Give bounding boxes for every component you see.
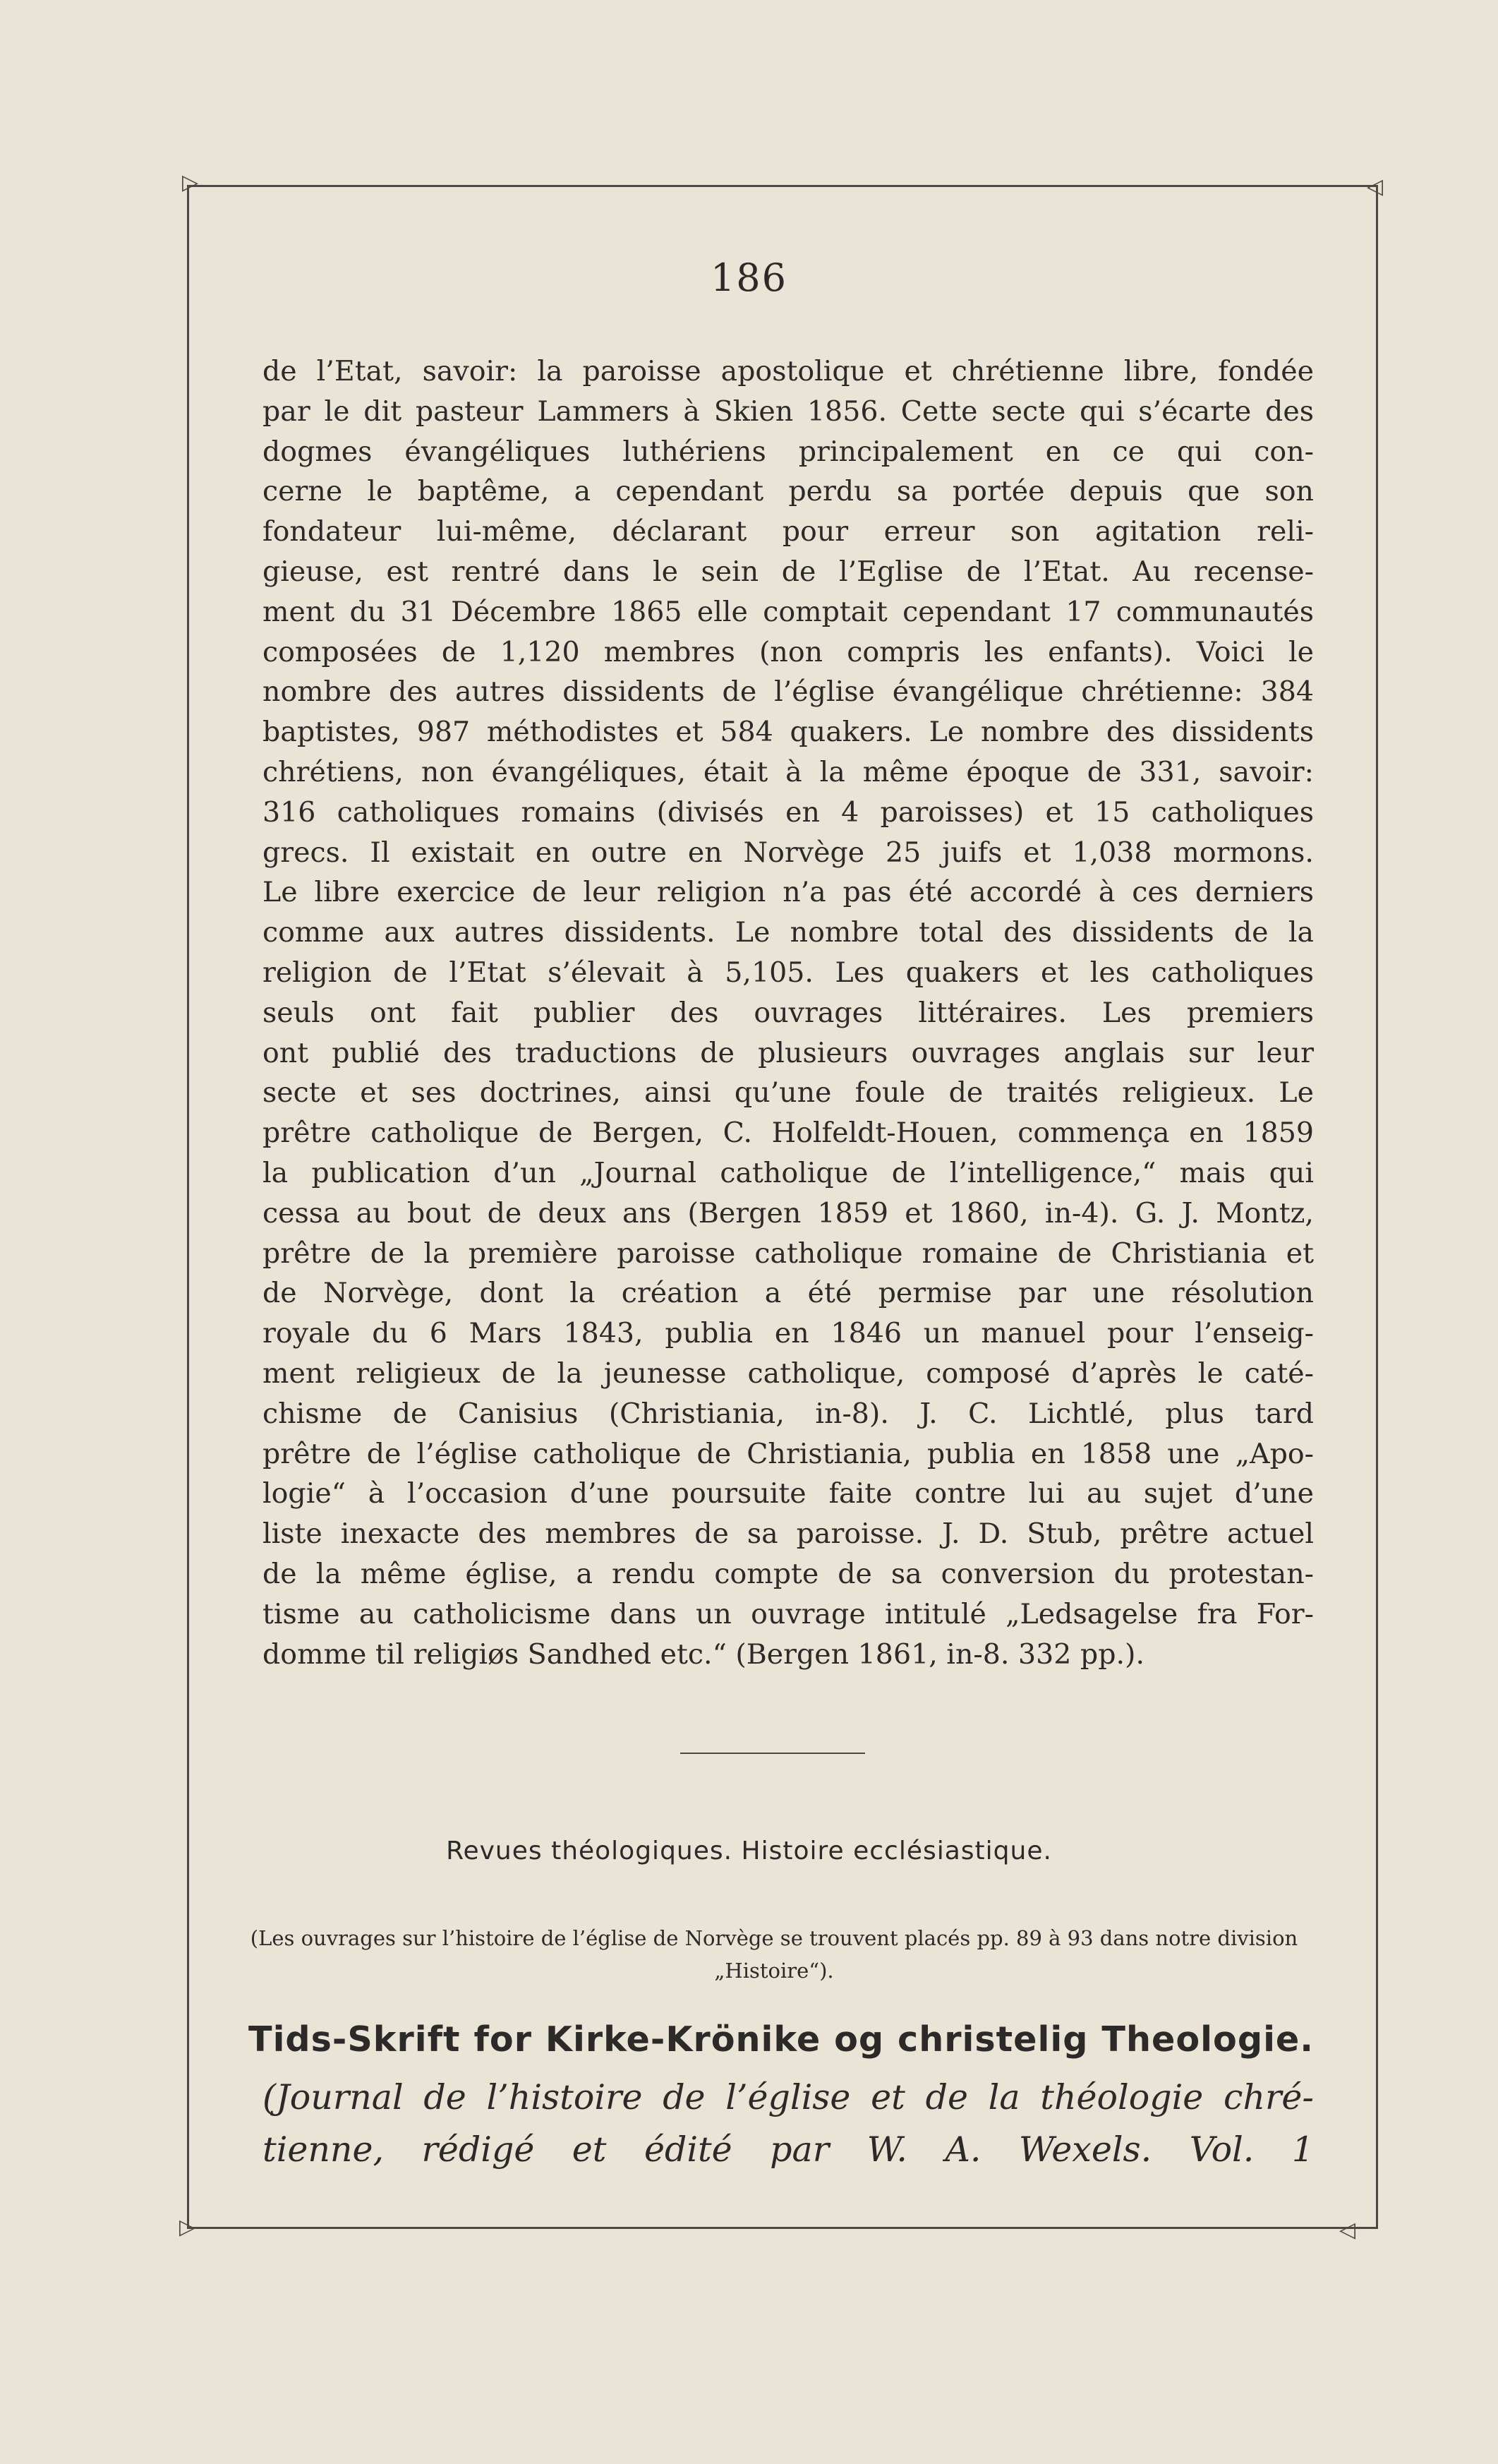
journal-title: Tids-Skrift for Kirke-Krönike og christelig Theologie. xyxy=(248,2019,1314,2060)
corner-ornament-top-right: ◁ xyxy=(1367,174,1384,199)
body-line: seuls ont fait publier des ouvrages littéraires. Les premiers xyxy=(262,996,1314,1029)
body-line: dogmes évangéliques luthériens principalement en ce qui con- xyxy=(262,435,1314,468)
journal-subtitle xyxy=(262,2072,1314,2176)
journal-subtitle-line: tienne, rédigé et édité par W. A. Wexels. Vol. 1 xyxy=(262,2129,1314,2170)
body-line: prêtre catholique de Bergen, C. Holfeldt-Houen, commença en 1859 xyxy=(262,1117,1314,1150)
body-line: cessa au bout de deux ans (Bergen 1859 et 1860, in-4). G. J. Montz, xyxy=(262,1196,1314,1230)
section-heading: Revues théologiques. Histoire ecclésiastique. xyxy=(446,1837,1052,1865)
corner-ornament-bottom-right: ◁ xyxy=(1339,2218,1356,2242)
body-line: cerne le baptême, a cependant perdu sa portée depuis que son xyxy=(262,475,1314,508)
body-line: liste inexacte des membres de sa paroisse. J. D. Stub, prêtre actuel xyxy=(262,1518,1314,1551)
body-line: de l’Etat, savoir: la paroisse apostolique et chrétienne libre, fondée xyxy=(262,355,1314,387)
body-line: grecs. Il existait en outre en Norvège 25 juifs et 1,038 mormons. xyxy=(262,836,1314,869)
cross-reference-note: (Les ouvrages sur l’histoire de l’église de Norvège se trouvent placés pp. 89 à 93 dans notre division „Histoire“). xyxy=(250,1926,1298,1983)
body-line: logie“ à l’occasion d’une poursuite faite contre lui au sujet d’une xyxy=(262,1477,1314,1510)
body-line: par le dit pasteur Lammers à Skien 1856. Cette secte qui s’écarte des xyxy=(262,395,1314,428)
body-line: secte et ses doctrines, ainsi qu’une foule de traités religieux. Le xyxy=(262,1076,1314,1110)
body-line: 316 catholiques romains (divisés en 4 paroisses) et 15 catholiques xyxy=(262,795,1314,829)
body-line: de la même église, a rendu compte de sa conversion du protestan- xyxy=(262,1557,1314,1590)
corner-ornament-bottom-left: ▷ xyxy=(179,2215,196,2240)
body-line: chrétiens, non évangéliques, était à la même époque de 331, savoir: xyxy=(262,755,1314,788)
body-line: de Norvège, dont la création a été permise par une résolution xyxy=(262,1277,1314,1310)
body-line: prêtre de la première paroisse catholique romaine de Christiania et xyxy=(262,1237,1314,1270)
body-line: gieuse, est rentré dans le sein de l’Eglise de l’Etat. Au recense- xyxy=(262,555,1314,588)
section-divider xyxy=(680,1753,865,1754)
body-line: baptistes, 987 méthodistes et 584 quakers. Le nombre des dissidents xyxy=(262,716,1314,749)
body-line: ont publié des traductions de plusieurs ouvrages anglais sur leur xyxy=(262,1036,1314,1069)
body-line: fondateur lui-même, déclarant pour erreur son agitation reli- xyxy=(262,515,1314,548)
body-line: royale du 6 Mars 1843, publia en 1846 un manuel pour l’enseig- xyxy=(262,1317,1314,1350)
body-line: nombre des autres dissidents de l’église évangélique chrétienne: 384 xyxy=(262,675,1314,709)
body-text xyxy=(262,351,1314,1674)
journal-subtitle-line: (Journal de l’histoire de l’église et de la théologie chré- xyxy=(262,2077,1314,2117)
body-line: la publication d’un „Journal catholique de l’intelligence,“ mais qui xyxy=(262,1156,1314,1189)
corner-ornament-top-left: ▷ xyxy=(182,170,199,195)
page-number: 186 xyxy=(710,256,788,300)
body-line: domme til religiøs Sandhed etc.“ (Bergen 1861, in-8. 332 pp.). xyxy=(262,1637,1145,1671)
body-line: prêtre de l’église catholique de Christiania, publia en 1858 une „Apo- xyxy=(262,1437,1314,1470)
body-line: Le libre exercice de leur religion n’a pas été accordé à ces derniers xyxy=(262,876,1314,909)
body-line: comme aux autres dissidents. Le nombre total des dissidents de la xyxy=(262,916,1314,949)
body-line: composées de 1,120 membres (non compris les enfants). Voici le xyxy=(262,635,1314,668)
body-line: chisme de Canisius (Christiania, in-8). J. C. Lichtlé, plus tard xyxy=(262,1397,1314,1430)
body-line: ment du 31 Décembre 1865 elle comptait cependant 17 communautés xyxy=(262,595,1314,628)
body-line: tisme au catholicisme dans un ouvrage intitulé „Ledsagelse fra For- xyxy=(262,1597,1314,1630)
body-line: religion de l’Etat s’élevait à 5,105. Les quakers et les catholiques xyxy=(262,956,1314,989)
body-line: ment religieux de la jeunesse catholique, composé d’après le caté- xyxy=(262,1357,1314,1390)
